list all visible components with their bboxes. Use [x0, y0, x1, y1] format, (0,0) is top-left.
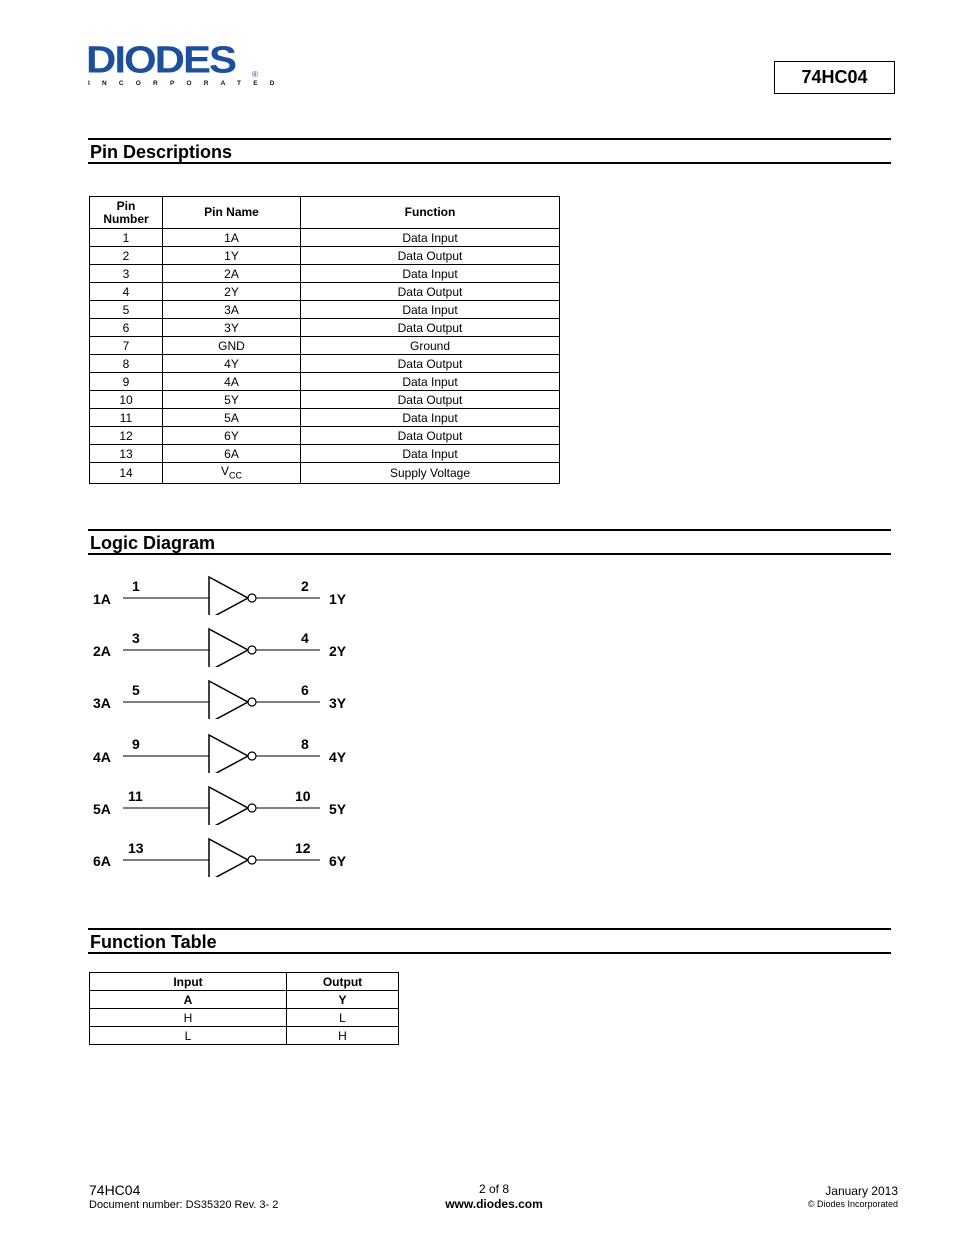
function-cell: Supply Voltage: [301, 463, 560, 484]
input-pin-number: 13: [128, 840, 144, 856]
inversion-bubble: [248, 752, 256, 760]
table-row: [90, 427, 560, 445]
function-cell: Data Output: [301, 355, 560, 373]
inverter-symbol: [80, 827, 370, 877]
pin-descriptions-header: [88, 138, 891, 164]
table-row: [90, 301, 560, 319]
inverter-gate-1: [80, 565, 370, 615]
input-a-cell: L: [90, 1027, 287, 1045]
input-pin-number: 1: [132, 578, 140, 594]
pin-name-main: V: [220, 464, 229, 478]
pin-number-cell: 8: [90, 355, 163, 373]
input-pin-number: 11: [128, 788, 143, 804]
pin-name-cell: 6Y: [163, 427, 301, 445]
pin-number-cell: 9: [90, 373, 163, 391]
buffer-triangle: [209, 577, 248, 615]
pin-number-cell: 13: [90, 445, 163, 463]
inverter-gate-2: [80, 617, 370, 667]
buffer-triangle: [209, 839, 248, 877]
output-label: 1Y: [329, 591, 347, 607]
logo-wordmark: DIODES: [86, 38, 236, 81]
pin-number-cell: 4: [90, 283, 163, 301]
inverter-gate-3: [80, 669, 370, 719]
inversion-bubble: [248, 804, 256, 812]
inversion-bubble: [248, 698, 256, 706]
output-y-cell: H: [287, 1027, 399, 1045]
part-number-box: 74HC04: [774, 61, 895, 94]
section-title: Logic Diagram: [90, 533, 216, 553]
table-row: [90, 409, 560, 427]
table-row: [90, 337, 560, 355]
col-pin-number: Pin Number: [90, 197, 163, 229]
table-row: [90, 1009, 399, 1027]
output-pin-number: 6: [301, 682, 309, 698]
function-table-header: [88, 928, 891, 954]
section-title: Function Table: [90, 932, 217, 952]
input-label: 6A: [93, 853, 111, 869]
footer-part-number: 74HC04: [89, 1182, 141, 1198]
footer-copyright: © Diodes Incorporated: [807, 1199, 898, 1209]
input-label: 2A: [93, 643, 111, 659]
output-pin-number: 8: [301, 736, 309, 752]
col-pin-name: Pin Name: [163, 197, 301, 229]
output-pin-number: 10: [295, 788, 311, 804]
table-row: [90, 1027, 399, 1045]
pin-number-cell: 11: [90, 409, 163, 427]
section-title: Pin Descriptions: [90, 142, 233, 162]
inverter-symbol: [80, 565, 370, 615]
inverter-gate-5: [80, 775, 370, 825]
function-cell: Data Input: [301, 229, 560, 247]
pin-name-subscript: CC: [229, 470, 242, 481]
pin-name-cell: GND: [163, 337, 301, 355]
output-pin-number: 12: [295, 840, 311, 856]
logic-diagram-header: [88, 529, 891, 555]
output-y-cell: L: [287, 1009, 399, 1027]
pin-number-cell: 2: [90, 247, 163, 265]
input-label: 3A: [93, 695, 111, 711]
pin-name-cell: 2A: [163, 265, 301, 283]
buffer-triangle: [209, 787, 248, 825]
diodes-logo: [86, 38, 287, 90]
table-row: [90, 283, 560, 301]
pin-name-cell: 1Y: [163, 247, 301, 265]
pin-descriptions-table: [89, 196, 560, 484]
output-pin-number: 4: [301, 630, 309, 646]
function-cell: Data Input: [301, 409, 560, 427]
col-input: Input: [90, 973, 287, 991]
function-table: [89, 972, 399, 1045]
table-row: [90, 373, 560, 391]
input-label: 1A: [93, 591, 111, 607]
inverter-symbol: [80, 617, 370, 667]
pin-name-cell: 3Y: [163, 319, 301, 337]
function-cell: Data Output: [301, 283, 560, 301]
inversion-bubble: [248, 856, 256, 864]
output-label: 4Y: [329, 749, 347, 765]
output-pin-number: 2: [301, 578, 309, 594]
output-label: 3Y: [329, 695, 347, 711]
function-cell: Data Output: [301, 427, 560, 445]
output-label: 5Y: [329, 801, 347, 817]
footer-doc-number: Document number: DS35320 Rev. 3- 2: [89, 1199, 279, 1211]
input-pin-number: 9: [132, 736, 140, 752]
pin-number-cell: 14: [90, 463, 163, 484]
input-a-cell: H: [90, 1009, 287, 1027]
input-label: 4A: [93, 749, 111, 765]
buffer-triangle: [209, 681, 248, 719]
pin-number-cell: 10: [90, 391, 163, 409]
function-cell: Ground: [301, 337, 560, 355]
col-function: Function: [301, 197, 560, 229]
buffer-triangle: [209, 735, 248, 773]
logo-subtitle: INCORPORATED: [88, 80, 287, 87]
logic-diagram: [80, 565, 380, 895]
input-pin-number: 3: [132, 630, 140, 646]
inversion-bubble: [248, 594, 256, 602]
buffer-triangle: [209, 629, 248, 667]
function-cell: Data Output: [301, 391, 560, 409]
input-pin-number: 5: [132, 682, 140, 698]
pin-name-cell: 3A: [163, 301, 301, 319]
table-row: [90, 265, 560, 283]
function-cell: Data Input: [301, 445, 560, 463]
table-row: [90, 355, 560, 373]
pin-number-cell: 12: [90, 427, 163, 445]
pin-name-cell: 5A: [163, 409, 301, 427]
table-row: [90, 229, 560, 247]
input-label: 5A: [93, 801, 111, 817]
output-label: 2Y: [329, 643, 347, 659]
function-cell: Data Output: [301, 319, 560, 337]
function-cell: Data Input: [301, 265, 560, 283]
output-label: 6Y: [329, 853, 347, 869]
table-row: [90, 445, 560, 463]
logo-registered-mark: ®: [252, 70, 258, 79]
table-row: [90, 463, 560, 484]
pin-number-cell: 6: [90, 319, 163, 337]
pin-number-cell: 7: [90, 337, 163, 355]
footer-date: January 2013: [825, 1184, 898, 1198]
table-row: [90, 391, 560, 409]
pin-name-cell: [163, 463, 301, 484]
inverter-gate-4: [80, 723, 370, 773]
pin-name-cell: 2Y: [163, 283, 301, 301]
table-row: [90, 319, 560, 337]
function-cell: Data Input: [301, 301, 560, 319]
footer-page-number: 2 of 8: [478, 1182, 510, 1196]
function-cell: Data Input: [301, 373, 560, 391]
table-row: [90, 247, 560, 265]
pin-name-cell: 1A: [163, 229, 301, 247]
pin-name-cell: 5Y: [163, 391, 301, 409]
pin-name-cell: 4A: [163, 373, 301, 391]
pin-name-cell: 6A: [163, 445, 301, 463]
col-output-y: Y: [287, 991, 399, 1009]
inverter-symbol: [80, 775, 370, 825]
col-input-a: A: [90, 991, 287, 1009]
inverter-symbol: [80, 723, 370, 773]
col-output: Output: [287, 973, 399, 991]
pin-number-cell: 5: [90, 301, 163, 319]
footer-website-link[interactable]: www.diodes.com: [445, 1197, 543, 1211]
inversion-bubble: [248, 646, 256, 654]
pin-number-cell: 1: [90, 229, 163, 247]
function-cell: Data Output: [301, 247, 560, 265]
pin-name-cell: 4Y: [163, 355, 301, 373]
inverter-symbol: [80, 669, 370, 719]
pin-number-cell: 3: [90, 265, 163, 283]
inverter-gate-6: [80, 827, 370, 877]
